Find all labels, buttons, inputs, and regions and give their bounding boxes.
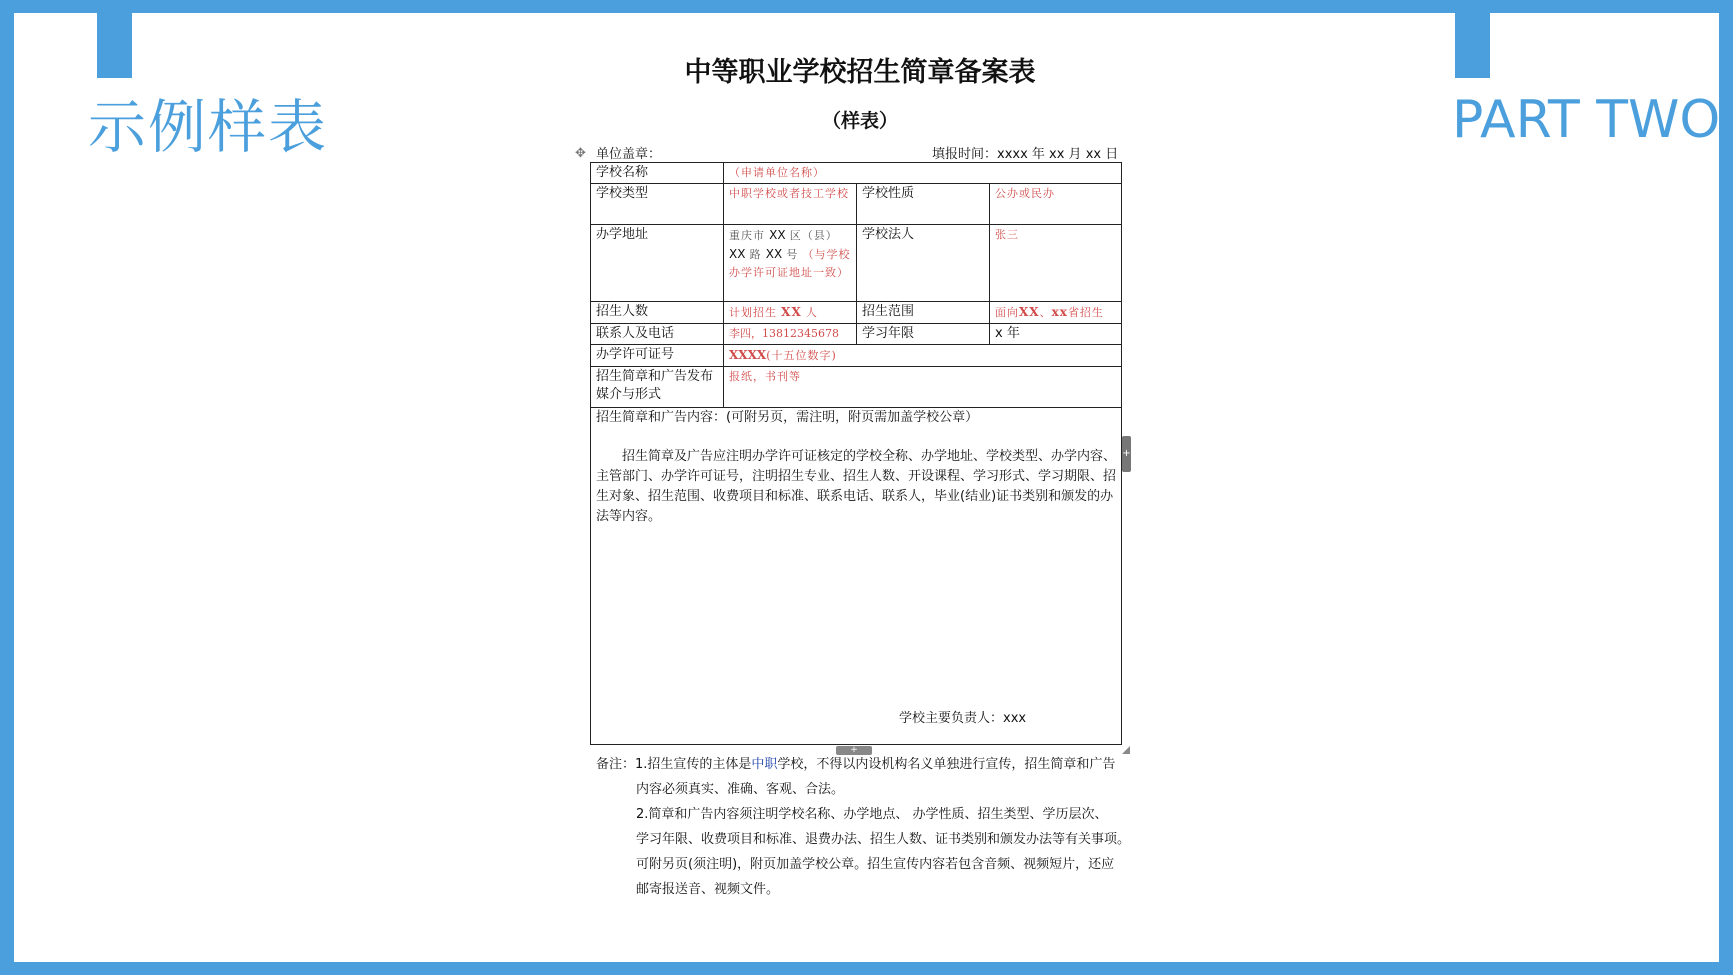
note-line: 学习年限、收费项目和标准、退费办法、招生人数、证书类别和颁发办法等有关事项。 xyxy=(636,832,1131,847)
address-road: XX xyxy=(729,247,746,261)
note-line xyxy=(596,752,1136,777)
note-line: 内容必须真实、准确、客观、合法。 xyxy=(636,782,845,797)
license-value[interactable] xyxy=(724,345,1122,367)
note-suffix: 学校，不得以内设机构名义单独进行宣传，招生简章和广告 xyxy=(777,757,1116,772)
column-add-handle[interactable]: + xyxy=(1122,436,1131,472)
note-line: 邮寄报送音、视频文件。 xyxy=(636,882,780,897)
media-value[interactable] xyxy=(724,367,1122,408)
enrollment-prefix: 计划招生 xyxy=(729,306,777,319)
address-value[interactable] xyxy=(724,225,857,302)
slide-title: 示例样表 xyxy=(88,93,329,161)
date-label: 填报时间：xxxx 年 xx 月 xx 日 xyxy=(932,147,1119,162)
legal-person-label: 学校法人 xyxy=(857,225,990,302)
scope-number-2: xx xyxy=(1051,305,1068,319)
license-code: XXXX xyxy=(729,348,767,362)
content-body: 招生简章及广告应注明办学许可证核定的学校全称、办学地址、学校类型、办学内容、主管部门、办学许可证号，注明招生专业、招生人数、开设课程、学习形式、学习期限、招生对象、招生范围、收费项目和标准、联系电话、联系人，毕业(结业)证书类别和颁发的办法等内容。 xyxy=(596,449,1117,524)
license-label: 办学许可证号 xyxy=(591,345,724,367)
school-type-label: 学校类型 xyxy=(591,184,724,225)
school-name-value[interactable] xyxy=(724,163,1122,184)
table-row xyxy=(591,225,1122,302)
note-highlight: 中职 xyxy=(751,757,778,772)
note-prefix: 备注：1.招生宣传的主体是 xyxy=(596,757,752,772)
table-row xyxy=(591,184,1122,225)
enrollment-value[interactable] xyxy=(724,302,857,324)
signer-line: 学校主要负责人：xxx xyxy=(899,711,1027,726)
slide-part-tag: PART TWO xyxy=(1452,90,1721,150)
note-line: 2.简章和广告内容须注明学校名称、办学地点、 办学性质、招生类型、学历层次、 xyxy=(636,807,1108,822)
address-road-suffix: 路 xyxy=(749,248,762,261)
scope-number: XX xyxy=(1019,305,1040,319)
table-row xyxy=(591,367,1122,408)
address-note: （与学校办学许可证地址一致） xyxy=(729,248,851,279)
school-type-value[interactable] xyxy=(724,184,857,225)
address-number: XX xyxy=(765,247,783,261)
table-row xyxy=(591,163,1122,184)
school-nature-value[interactable] xyxy=(990,184,1122,225)
scope-prefix: 面向 xyxy=(995,306,1019,319)
legal-person-text: 张三 xyxy=(995,228,1019,241)
contact-text: 李四，13812345678 xyxy=(729,327,839,340)
contact-value[interactable] xyxy=(724,324,857,345)
duration-value[interactable]: x 年 xyxy=(990,324,1122,345)
school-name-label: 学校名称 xyxy=(591,163,724,184)
content-cell[interactable] xyxy=(591,408,1122,745)
note-line: 可附另页(须注明)，附页加盖学校公章。招生宣传内容若包含音频、视频短片，还应 xyxy=(636,857,1115,872)
enrollment-label: 招生人数 xyxy=(591,302,724,324)
notes-block xyxy=(596,752,1136,902)
school-type-text: 中职学校或者技工学校 xyxy=(729,187,849,200)
scope-suffix: 省招生 xyxy=(1067,306,1104,319)
contact-label: 联系人及电话 xyxy=(591,324,724,345)
scope-label: 招生范围 xyxy=(857,302,990,324)
slide-tab-left xyxy=(97,0,132,78)
scope-value[interactable] xyxy=(990,302,1122,324)
seal-label: 单位盖章： xyxy=(596,147,662,162)
slide-frame-left xyxy=(0,0,14,975)
legal-person-value[interactable] xyxy=(990,225,1122,302)
slide-frame-right xyxy=(1719,0,1733,975)
table-row xyxy=(591,408,1122,745)
table-row xyxy=(591,345,1122,367)
document-title: 中等职业学校招生简章备案表 xyxy=(684,57,1036,88)
enrollment-number: XX xyxy=(781,305,802,319)
filing-form-table xyxy=(590,162,1122,745)
document-subtitle: （样表） xyxy=(821,110,898,132)
media-text: 报纸，书刊等 xyxy=(729,370,801,383)
table-move-icon[interactable]: ✥ xyxy=(575,146,586,161)
school-nature-text: 公办或民办 xyxy=(995,187,1055,200)
address-district: XX xyxy=(769,228,786,242)
content-heading: 招生简章和广告内容：(可附另页，需注明，附页需加盖学校公章） xyxy=(596,410,979,425)
scope-separator: 、 xyxy=(1039,306,1052,319)
table-row xyxy=(591,324,1122,345)
duration-label: 学习年限 xyxy=(857,324,990,345)
media-label: 招生简章和广告发布媒介与形式 xyxy=(591,367,724,408)
school-name-text: （申请单位名称） xyxy=(729,166,825,179)
document-image[interactable] xyxy=(560,0,1160,975)
row-add-handle[interactable]: + xyxy=(836,746,872,755)
address-city: 重庆市 xyxy=(729,229,765,242)
address-county: 区（县） xyxy=(789,229,838,242)
school-nature-label: 学校性质 xyxy=(857,184,990,225)
address-number-suffix: 号 xyxy=(786,248,799,261)
enrollment-suffix: 人 xyxy=(805,306,818,319)
license-note: (十五位数字) xyxy=(766,349,837,362)
address-label: 办学地址 xyxy=(591,225,724,302)
table-row xyxy=(591,302,1122,324)
slide-tab-right xyxy=(1455,0,1490,78)
